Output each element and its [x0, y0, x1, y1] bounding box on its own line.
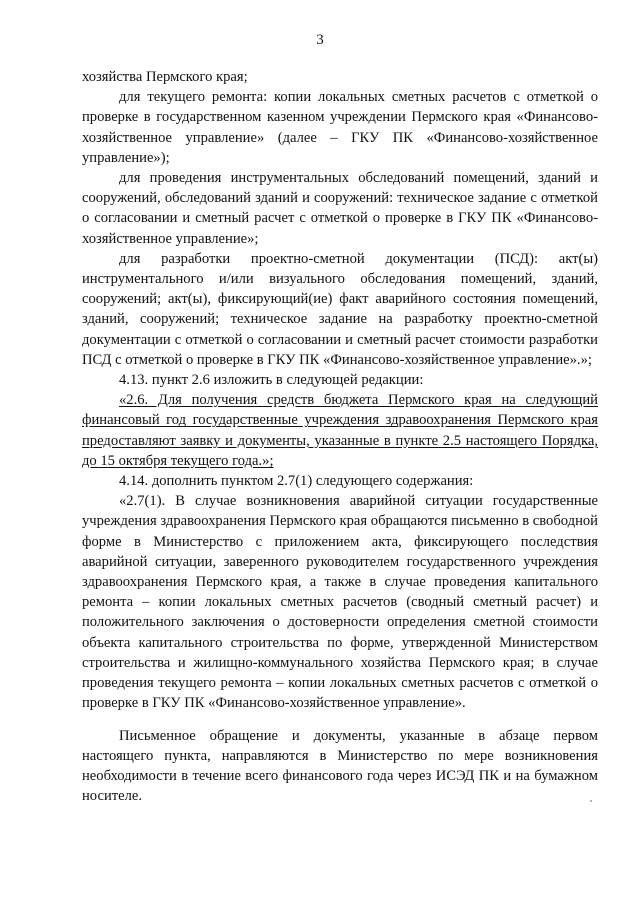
paragraph-clause-2-6: «2.6. Для получения средств бюджета Пермского края на следующий финансовый год государственные учреждения здравоохранения Пермского края предоставляют заявку и документы, указанные в пункте 2.5 настоящего Порядка, до 15 октября текущего года.»; — [82, 392, 598, 469]
page-number: 3 — [316, 32, 324, 48]
paragraph-current-repair: для текущего ремонта: копии локальных сметных расчетов с отметкой о проверке в государственном казенном учреждении Пермского края «Финансово-хозяйственное управление» (далее – ГКУ ПК «Финансово-хозяйственное управление»); — [82, 89, 598, 166]
paragraph-item-4-13: 4.13. пункт 2.6 изложить в следующей редакции: — [119, 372, 424, 389]
document-body — [82, 67, 598, 806]
paragraph-instrumental-surveys: для проведения инструментальных обследований помещений, зданий и сооружений, обследований зданий и сооружений: техническое задание с отметкой о согласовании и сметный расчет с отметкой о проверке в ГКУ ПК «Финансово-хозяйственное управление»; — [82, 170, 598, 247]
paragraph-clause-2-7-1: «2.7(1). В случае возникновения аварийной ситуации государственные учреждения здравоохранения Пермского края обращаются письменно в свободной форме в Министерство с приложением акта, фиксирующего последствия аварийной ситуации, заверенного руководителем государственного учреждения здравоохранения Пермского края, а также в случае проведения капитального ремонта – копии локальных сметных расчетов (сводный сметный расчет) и положительного заключения о достоверности определения сметной стоимости объекта капитального строительства по форме, утвержденной Министерством строительства и жилищно-коммунального хозяйства Пермского края; в случае проведения текущего ремонта – копии локальных сметных расчетов с отметкой о проверке в ГКУ ПК «Финансово-хозяйственное управление». — [82, 493, 598, 712]
paragraph-item-4-14: 4.14. дополнить пунктом 2.7(1) следующего содержания: — [119, 473, 474, 490]
paragraph-continuation: хозяйства Пермского края; — [82, 69, 248, 85]
scan-speck — [590, 800, 592, 802]
paragraph-design-documentation: для разработки проектно-сметной документации (ПСД): акт(ы) инструментального и/или визуального обследования помещений, зданий, сооружений; акт(ы), фиксирующий(ие) факт аварийного состояния помещений, зданий, сооружений; техническое задание на разработку проектно-сметной документации с отметкой о согласовании и сметный расчет стоимости разработки ПСД с отметкой о проверке в ГКУ ПК «Финансово-хозяйственное управление».»; — [82, 250, 598, 368]
paragraph-written-request: Письменное обращение и документы, указанные в абзаце первом настоящего пункта, направляются в Министерство по мере возникновения необходимости в течение всего финансового года через ИСЭД ПК и на бумажном носителе. — [82, 727, 598, 805]
